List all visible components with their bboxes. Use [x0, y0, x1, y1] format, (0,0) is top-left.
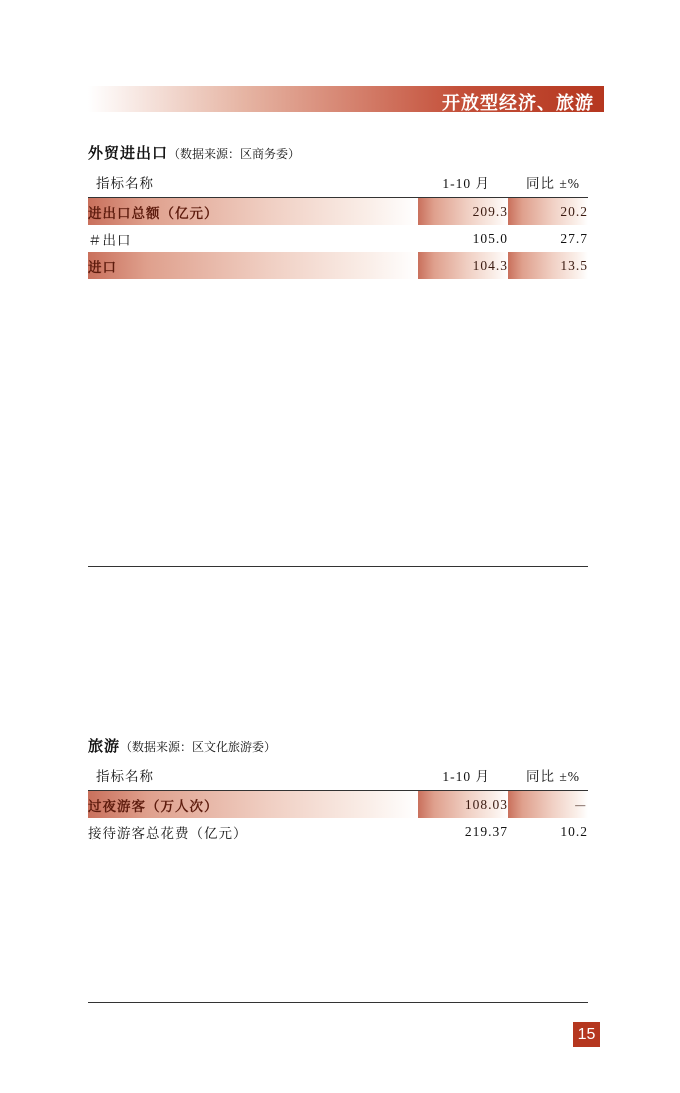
cell-value: 209.3 [418, 198, 508, 226]
column-header-indicator: 指标名称 [88, 763, 418, 791]
table-foreign-trade [88, 170, 588, 279]
column-header-yoy: 同比 ±% [508, 763, 588, 791]
section-title-text: 外贸进出口 [88, 146, 169, 162]
cell-value: 219.37 [464, 823, 508, 839]
table-row [88, 791, 588, 819]
table-row [88, 198, 588, 226]
cell-indicator: 进口 [88, 252, 418, 279]
cell-value: 105.0 [472, 230, 508, 246]
section-title-tourism [88, 735, 588, 756]
cell-yoy: － [508, 791, 588, 819]
section-tourism [88, 735, 588, 845]
section-divider-rule [88, 566, 588, 567]
table-row [88, 225, 588, 252]
page-title: 开放型经济、旅游 [442, 93, 594, 113]
section-foreign-trade [88, 142, 588, 279]
cell-yoy: 20.2 [508, 198, 588, 226]
table-row [88, 252, 588, 279]
cell-value: 104.3 [418, 252, 508, 279]
cell-yoy: 27.7 [560, 230, 588, 246]
column-header-yoy: 同比 ±% [508, 170, 588, 198]
section-source-text: （数据来源：区商务委） [168, 147, 301, 161]
section-source-text: （数据来源：区文化旅游委） [120, 740, 277, 754]
cell-value: 108.03 [418, 791, 508, 819]
section-title-foreign-trade [88, 142, 588, 163]
cell-indicator: ＃出口 [88, 232, 132, 248]
column-header-period: 1-10 月 [418, 763, 508, 791]
section-title-text: 旅游 [88, 739, 121, 755]
table-header-row [88, 170, 588, 198]
page-number-badge: 15 [573, 1022, 600, 1047]
cell-indicator: 过夜游客（万人次） [88, 791, 418, 819]
cell-indicator: 接待游客总花费（亿元） [88, 825, 248, 841]
cell-indicator: 进出口总额（亿元） [88, 198, 418, 226]
cell-yoy: 10.2 [560, 823, 588, 839]
page-header-band [88, 86, 604, 112]
table-row [88, 818, 588, 845]
cell-yoy: 13.5 [508, 252, 588, 279]
column-header-period: 1-10 月 [418, 170, 508, 198]
table-tourism [88, 763, 588, 845]
footer-divider-rule [88, 1002, 588, 1003]
table-header-row [88, 763, 588, 791]
column-header-indicator: 指标名称 [88, 170, 418, 198]
